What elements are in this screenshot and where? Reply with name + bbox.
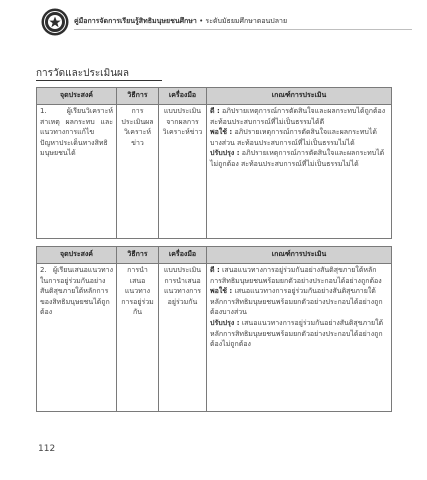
emblem-logo-icon (40, 7, 70, 37)
criteria-good (210, 106, 388, 127)
header-subtitle: • ระดับมัธยมศึกษาตอนปลาย (199, 17, 288, 25)
criteria-text: เสนอแนวทางการอยู่ร่วมกันอย่างสันติสุขภายใต้หลักการสิทธิมนุษยชนพร้อมยกตัวอย่างประกอบได้อย่างถูกต้องบางส่วน (210, 287, 383, 317)
tool-cell: แบบประเมินจากผลการวิเคราะห์ข่าว (159, 105, 207, 239)
criteria-text: อภิปรายเหตุการณ์การตัดสินใจและผลกระทบได้ไม่ถูกต้อง สะท้อนประสบการณ์ที่ไม่เป็นธรรมไม่ได้ (210, 149, 385, 168)
criteria-label: พอใช้ : (210, 287, 233, 296)
table-header-row (37, 247, 392, 264)
criteria-label: ปรับปรุง : (210, 149, 240, 158)
section-title: การวัดและประเมินผล (36, 68, 130, 79)
objective-cell: 2. ผู้เรียนเสนอแนวทางในการอยู่ร่วมกันอย่างสันติสุขภายใต้หลักการของสิทธิมนุษยชนได้ถูกต้อง (37, 264, 117, 412)
criteria-improve (210, 148, 388, 169)
assessment-table-2 (36, 246, 392, 412)
criteria-cell (207, 105, 392, 239)
header-objective: จุดประสงค์ (37, 88, 117, 105)
header-method: วิธีการ (117, 247, 159, 264)
criteria-text: อภิปรายเหตุการณ์การตัดสินใจและผลกระทบได้ถูกต้อง สะท้อนประสบการณ์ที่ไม่เป็นธรรมได้ดี (210, 107, 386, 126)
header-title: คู่มือการจัดการเรียนรู้สิทธิมนุษยชนศึกษา (74, 17, 197, 25)
header-criteria: เกณฑ์การประเมิน (207, 247, 392, 264)
criteria-label: ดี : (210, 107, 220, 115)
tool-cell: แบบประเมินการนำเสนอแนวทางการอยู่ร่วมกัน (159, 264, 207, 412)
header-divider (74, 29, 412, 30)
criteria-good (210, 265, 388, 286)
criteria-label: พอใช้ : (210, 128, 233, 137)
objective-cell: 1. ผู้เรียนวิเคราะห์สาเหตุ ผลกระทบ และแนวทางการแก้ไขปัญหาประเด็นทางสิทธิมนุษยชนได้ (37, 105, 117, 239)
criteria-fair (210, 127, 388, 148)
header-text (74, 16, 287, 27)
table-header-row (37, 88, 392, 105)
header-tool: เครื่องมือ (159, 247, 207, 264)
assessment-table-1 (36, 87, 392, 239)
section-title-underline (36, 80, 162, 81)
method-cell: การนำเสนอแนวทางการอยู่ร่วมกัน (117, 264, 159, 412)
criteria-text: อภิปรายเหตุการณ์การตัดสินใจและผลกระทบได้บางส่วน สะท้อนประสบการณ์ที่ไม่เป็นธรรมไม่ได้ (210, 128, 377, 147)
header-objective: จุดประสงค์ (37, 247, 117, 264)
header-tool: เครื่องมือ (159, 88, 207, 105)
criteria-text: เสนอแนวทางการอยู่ร่วมกันอย่างสันติสุขภายใต้หลักการสิทธิมนุษยชนพร้อมยกตัวอย่างประกอบได้อย่างถูกต้อง (210, 266, 382, 285)
criteria-cell (207, 264, 392, 412)
criteria-improve (210, 318, 388, 350)
header-criteria: เกณฑ์การประเมิน (207, 88, 392, 105)
criteria-fair (210, 286, 388, 318)
criteria-text: เสนอแนวทางการอยู่ร่วมกันอย่างสันติสุขภายใต้หลักการสิทธิมนุษยชนพร้อมยกตัวอย่างประกอบได้อย่างถูกต้องไม่ถูกต้อง (210, 318, 384, 349)
criteria-label: ปรับปรุง : (210, 318, 240, 327)
table-row (37, 264, 392, 412)
criteria-label: ดี : (210, 266, 220, 274)
page-header (40, 7, 412, 41)
table-row (37, 105, 392, 239)
header-method: วิธีการ (117, 88, 159, 105)
page-number: 112 (38, 444, 56, 454)
method-cell: การประเมินผลวิเคราะห์ข่าว (117, 105, 159, 239)
